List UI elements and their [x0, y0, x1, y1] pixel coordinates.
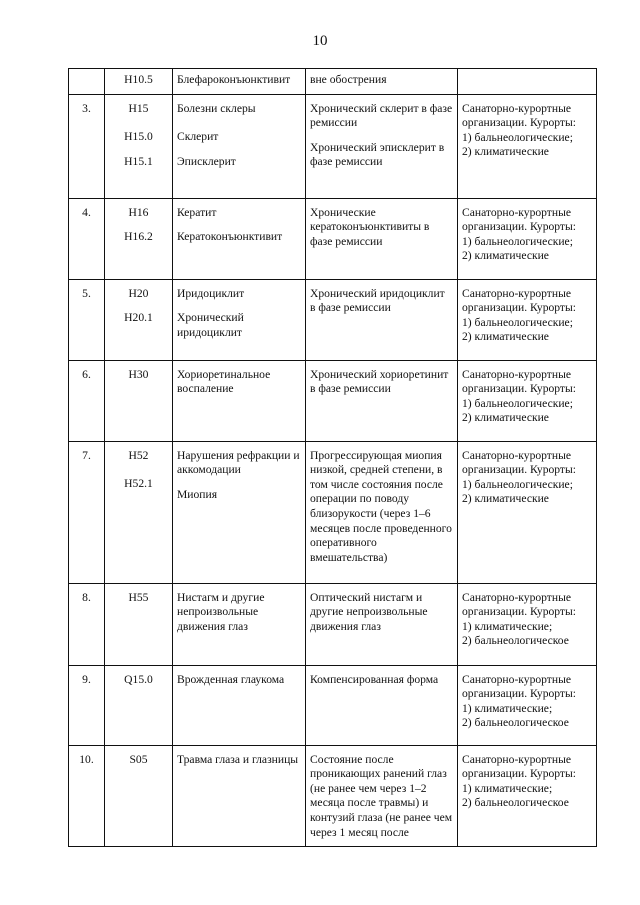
code: H20: [128, 286, 149, 300]
resort: 2) бальнеологическое: [462, 716, 569, 730]
organizations: Санаторно-курортные организации. Курорты:: [462, 672, 577, 701]
disease-cell: [173, 745, 306, 847]
disease-cell: [173, 360, 306, 441]
table-row: [69, 198, 597, 279]
disease: Иридоциклит: [177, 286, 245, 300]
organization-cell: [458, 583, 597, 665]
condition-cell: Компенсированная форма: [306, 665, 458, 745]
row-number: 10.: [69, 745, 105, 847]
code: H15: [128, 101, 149, 115]
disease: Болезни склеры: [177, 101, 256, 115]
table-row: [69, 94, 597, 198]
disease: Хориоретинальное воспаление: [177, 367, 271, 396]
code: H15.1: [124, 154, 153, 168]
resort: 2) климатические: [462, 411, 549, 425]
organizations: Санаторно-курортные организации. Курорты:: [462, 367, 577, 396]
condition-cell: [306, 94, 458, 198]
resort: 2) климатические: [462, 249, 549, 263]
condition: Хронический эписклерит в фазе ремиссии: [310, 140, 445, 169]
disease: Нистагм и другие непроизвольные движения глаз: [177, 590, 265, 633]
resort: 1) бальнеологические;: [462, 477, 573, 491]
resort: 2) бальнеологическое: [462, 796, 569, 810]
organization-cell: [458, 441, 597, 583]
resort: 2) климатические: [462, 330, 549, 344]
code: H10.5: [124, 73, 153, 86]
organizations: Санаторно-курортные организации. Курорты:: [462, 205, 577, 234]
organizations: Санаторно-курортные организации. Курорты:: [462, 752, 577, 781]
code-cell: [105, 583, 173, 665]
condition-cell: Хронический иридоциклит в фазе ремиссии: [306, 279, 458, 360]
row-number: 8.: [69, 583, 105, 665]
code-cell: [105, 665, 173, 745]
disease: Кератоконъюнктивит: [177, 230, 283, 244]
code: S05: [129, 752, 148, 766]
code: H52: [128, 448, 149, 462]
disease-cell: [173, 94, 306, 198]
row-number: 4.: [69, 198, 105, 279]
table-row: [69, 279, 597, 360]
condition-cell: Хронический хориоретинит в фазе ремиссии: [306, 360, 458, 441]
treatment-table: [68, 68, 597, 847]
disease-cell: [173, 279, 306, 360]
organization-cell: [458, 69, 597, 95]
condition: Хронический склерит в фазе ремиссии: [310, 101, 453, 130]
table-row: [69, 745, 597, 847]
disease-cell: [173, 583, 306, 665]
organizations: Санаторно-курортные организации. Курорты:: [462, 101, 577, 130]
organization-cell: [458, 665, 597, 745]
row-number: 3.: [69, 94, 105, 198]
row-number: 9.: [69, 665, 105, 745]
code: Q15.0: [124, 672, 153, 686]
row-number: [69, 69, 105, 95]
code-cell: [105, 94, 173, 198]
code: H16: [128, 205, 149, 219]
table-row: [69, 583, 597, 665]
condition-cell: Прогрессирующая миопия низкой, средней степени, в том числе состояния после операции по поводу близорукости (через 1–6 месяцев после проведенного оперативного вмешательства): [306, 441, 458, 583]
table-row: [69, 665, 597, 745]
disease: Хронический иридоциклит: [177, 311, 244, 339]
organizations: Санаторно-курортные организации. Курорты:: [462, 590, 577, 619]
organization-cell: [458, 94, 597, 198]
code: H20.1: [124, 311, 153, 325]
row-number: 7.: [69, 441, 105, 583]
condition-cell: Оптический нистагм и другие непроизвольные движения глаз: [306, 583, 458, 665]
table-row: [69, 360, 597, 441]
resort: 2) бальнеологическое: [462, 634, 569, 648]
disease: Эписклерит: [177, 154, 236, 168]
resort: 1) бальнеологические;: [462, 234, 573, 248]
disease: Травма глаза и глазницы: [177, 752, 299, 766]
condition-cell: Хронические кератоконъюнктивиты в фазе ремиссии: [306, 198, 458, 279]
code: H15.0: [124, 130, 153, 144]
code-cell: [105, 360, 173, 441]
code-cell: [105, 745, 173, 847]
row-number: 6.: [69, 360, 105, 441]
disease-cell: [173, 665, 306, 745]
resort: 1) климатические;: [462, 701, 553, 715]
resort: 1) бальнеологические;: [462, 396, 573, 410]
disease: Врожденная глаукома: [177, 672, 285, 686]
resort: 2) климатические: [462, 492, 549, 506]
resort: 1) бальнеологические;: [462, 130, 573, 144]
disease: Нарушения рефракции и аккомодации: [177, 448, 300, 477]
condition-cell: Состояние после проникающих ранений глаз (не ранее чем через 1–2 месяца после травмы) и контузий глаза (не ранее чем через 1 месяц после: [306, 745, 458, 847]
code: H52.1: [124, 477, 153, 491]
resort: 1) климатические;: [462, 619, 553, 633]
table-row: [69, 69, 597, 95]
table-row: [69, 441, 597, 583]
disease-cell: [173, 198, 306, 279]
disease-cell: [173, 69, 306, 95]
resort: 2) климатические: [462, 145, 549, 159]
row-number: 5.: [69, 279, 105, 360]
code-cell: [105, 69, 173, 95]
disease: Блефароконъюнктивит: [177, 73, 291, 86]
page-number: 10: [312, 33, 328, 49]
code: H30: [128, 367, 149, 381]
resort: 1) климатические;: [462, 781, 553, 795]
disease: Склерит: [177, 130, 219, 144]
code: H16.2: [124, 230, 153, 244]
disease-cell: [173, 441, 306, 583]
organization-cell: [458, 745, 597, 847]
organization-cell: [458, 198, 597, 279]
organizations: Санаторно-курортные организации. Курорты:: [462, 448, 577, 477]
disease: Миопия: [177, 487, 218, 501]
organization-cell: [458, 360, 597, 441]
disease: Кератит: [177, 205, 217, 219]
organization-cell: [458, 279, 597, 360]
condition-cell: вне обострения: [306, 69, 458, 95]
code-cell: [105, 198, 173, 279]
code-cell: [105, 279, 173, 360]
code: H55: [128, 590, 149, 604]
resort: 1) бальнеологические;: [462, 315, 573, 329]
organizations: Санаторно-курортные организации. Курорты:: [462, 286, 577, 315]
code-cell: [105, 441, 173, 583]
